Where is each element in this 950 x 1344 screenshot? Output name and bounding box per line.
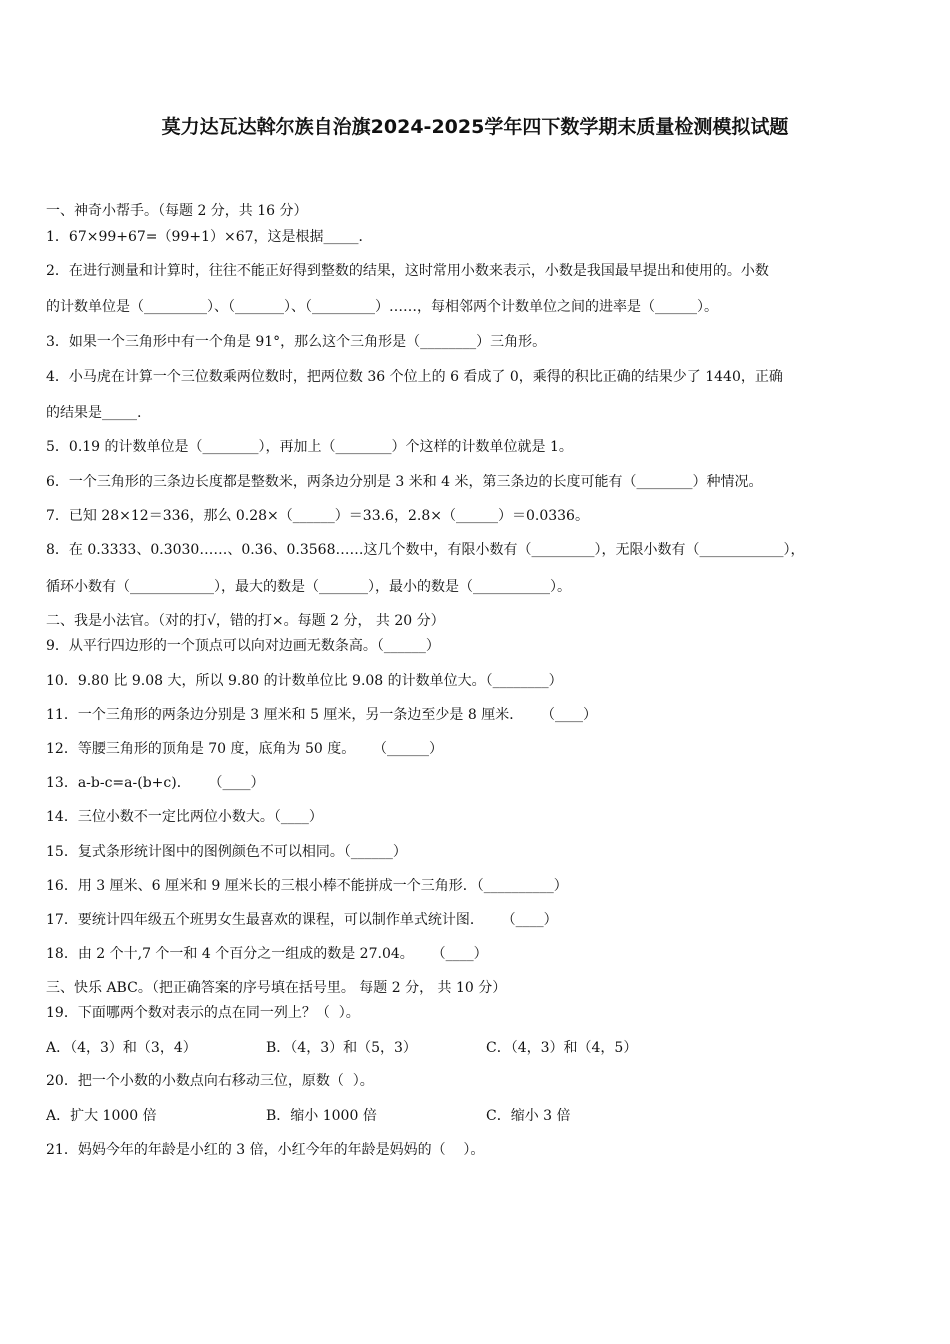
page-title: 莫力达瓦达斡尔族自治旗2024-2025学年四下数学期末质量检测模拟试题 xyxy=(161,116,789,138)
question-12: 12．等腰三角形的顶角是 70 度，底角为 50 度。 （______） xyxy=(46,741,444,757)
option-c: C．（4，3）和（4，5） xyxy=(486,1040,638,1056)
question-20: 20．把一个小数的小数点向右移动三位，原数（ ）。 xyxy=(46,1073,374,1089)
question-14: 14．三位小数不一定比两位小数大。（____） xyxy=(46,809,323,825)
option-c: C．缩小 3 倍 xyxy=(486,1108,571,1124)
question-8-line-2: 循环小数有（____________），最大的数是（_______），最小的数是（___________）。 xyxy=(46,579,571,595)
question-7: 7．已知 28×12＝336，那么 0.28×（______）＝33.6，2.8×（______）＝0.0336。 xyxy=(46,508,589,524)
question-10: 10．9.80 比 9.08 大，所以 9.80 的计数单位比 9.08 的计数单位大。（________） xyxy=(46,673,563,689)
question-17: 17．要统计四年级五个班男女生最喜欢的课程，可以制作单式统计图． （____） xyxy=(46,912,558,928)
question-6: 6．一个三角形的三条边长度都是整数米，两条边分别是 3 米和 4 米，第三条边的长度可能有（________）种情况。 xyxy=(46,474,763,490)
question-5: 5．0.19 的计数单位是（________），再加上（________）个这样的计数单位就是 1。 xyxy=(46,439,573,455)
question-11: 11．一个三角形的两条边分别是 3 厘米和 5 厘米，另一条边至少是 8 厘米． （____） xyxy=(46,707,598,723)
question-8-line-1: 8．在 0.3333、0.3030……、0.36、0.3568……这几个数中，有限小数有（_________），无限小数有（____________）， xyxy=(46,542,805,558)
question-19: 19．下面哪两个数对表示的点在同一列上？（ ）。 xyxy=(46,1005,360,1021)
option-b: B．缩小 1000 倍 xyxy=(266,1108,377,1124)
option-a: A．（4，3）和（3，4） xyxy=(46,1040,197,1056)
question-9: 9．从平行四边形的一个顶点可以向对边画无数条高。（______） xyxy=(46,638,440,654)
section-heading-1: 一、神奇小帮手。（每题 2 分，共 16 分） xyxy=(46,203,308,219)
question-2-line-2: 的计数单位是（_________）、（_______）、（_________）……，每相邻两个计数单位之间的进率是（______）。 xyxy=(46,299,718,315)
section-heading-3: 三、快乐 ABC。（把正确答案的序号填在括号里。 每题 2 分， 共 10 分） xyxy=(46,980,507,996)
question-18: 18．由 2 个十,7 个一和 4 个百分之一组成的数是 27.04。 （____） xyxy=(46,946,488,962)
question-13: 13．a-b-c=a-(b+c)． （____） xyxy=(46,775,265,791)
question-4-line-1: 4．小马虎在计算一个三位数乘两位数时，把两位数 36 个位上的 6 看成了 0，乘得的积比正确的结果少了 1440，正确 xyxy=(46,369,783,385)
question-21: 21．妈妈今年的年龄是小红的 3 倍，小红今年的年龄是妈妈的（ ）。 xyxy=(46,1142,485,1158)
question-1: 1．67×99+67=（99+1）×67，这是根据_____． xyxy=(46,229,373,245)
option-a: A．扩大 1000 倍 xyxy=(46,1108,157,1124)
question-15: 15．复式条形统计图中的图例颜色不可以相同。（______） xyxy=(46,844,407,860)
question-4-line-2: 的结果是_____. xyxy=(46,405,142,421)
question-3: 3．如果一个三角形中有一个角是 91°，那么这个三角形是（________）三角形。 xyxy=(46,334,547,350)
option-b: B．（4，3）和（5，3） xyxy=(266,1040,417,1056)
question-2-line-1: 2．在进行测量和计算时，往往不能正好得到整数的结果，这时常用小数来表示，小数是我国最早提出和使用的。小数 xyxy=(46,263,769,279)
section-heading-2: 二、我是小法官。（对的打√，错的打×。每题 2 分， 共 20 分） xyxy=(46,613,445,629)
question-16: 16．用 3 厘米、6 厘米和 9 厘米长的三根小棒不能拼成一个三角形．（__________） xyxy=(46,878,568,894)
